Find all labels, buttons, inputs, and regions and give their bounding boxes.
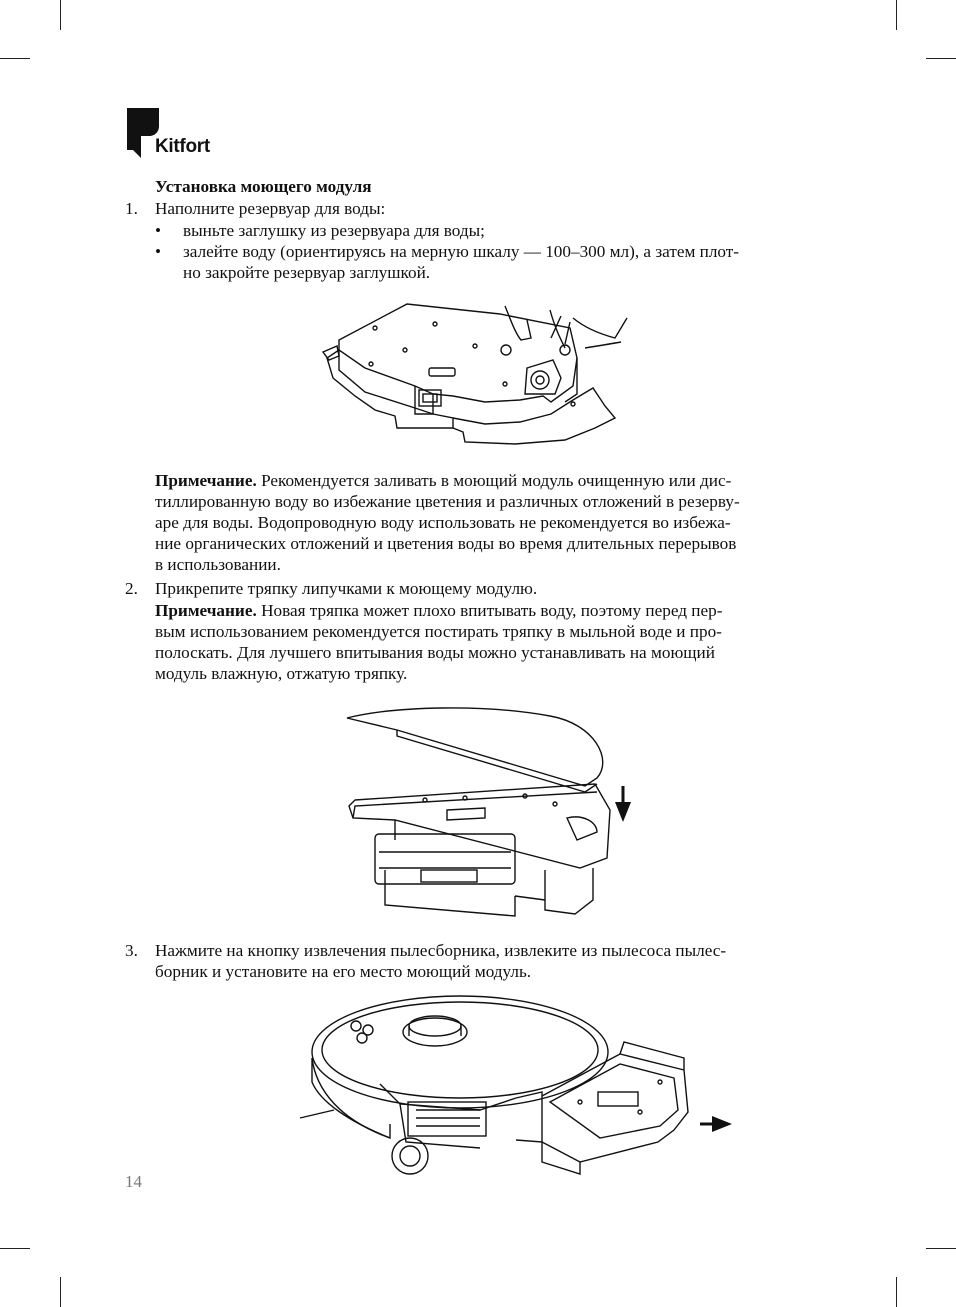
crop-mark (60, 1277, 61, 1307)
crop-mark (0, 58, 30, 59)
crop-mark (60, 0, 61, 30)
note-label: Примечание. (155, 471, 257, 490)
note-line: модуль влажную, отжатую тряпку. (155, 664, 408, 683)
step-text: Наполните резервуар для воды: (155, 199, 386, 218)
step-number: 1. (125, 199, 138, 218)
note-paragraph (155, 600, 830, 684)
bullet-text: но закройте резервуар заглушкой. (183, 263, 431, 282)
note-line: в использовании. (155, 555, 281, 574)
bullet-marker: • (155, 242, 162, 261)
crop-mark (926, 1248, 956, 1249)
section-title: Установка моющего модуля (155, 177, 372, 196)
note-line: полоскать. Для лучшего впитывания воды можно устанавливать на моющий (155, 643, 715, 662)
step-text (155, 940, 830, 982)
note-line: Рекомендуется заливать в моющий модуль очищенную или дис- (256, 471, 732, 490)
step-text: Прикрепите тряпку липучками к моющему модулю. (155, 579, 538, 598)
bullet-text: выньте заглушку из резервуара для воды; (183, 221, 485, 240)
note-label: Примечание. (155, 601, 257, 620)
note-line: Новая тряпка может плохо впитывать воду, поэтому перед пер- (256, 601, 723, 620)
note-line: тиллированную воду во избежание цветения и различных отложений в резерву- (155, 492, 740, 511)
page-number: 14 (125, 1172, 142, 1191)
figure-mop-cloth (335, 700, 645, 925)
note-line: вым использованием рекомендуется постирать тряпку в мыльной воде и про- (155, 622, 722, 641)
note-line: аре для воды. Водопроводную воду использовать не рекомендуется во избежа- (155, 513, 731, 532)
brand-name: Kitfort (155, 136, 210, 157)
bullet-marker: • (155, 221, 162, 240)
step-number: 2. (125, 579, 138, 598)
step-line: Нажмите на кнопку извлечения пылесборника, извлеките из пылесоса пылес- (155, 941, 727, 960)
step-number: 3. (125, 941, 138, 960)
figure-water-tank (315, 298, 645, 448)
step-line: борник и установите на его место моющий модуль. (155, 962, 532, 981)
crop-mark (926, 58, 956, 59)
crop-mark (896, 0, 897, 30)
crop-mark (0, 1248, 30, 1249)
crop-mark (896, 1277, 897, 1307)
note-line: ние органических отложений и цветения воды во время длительных перерывов (155, 534, 737, 553)
note-paragraph (155, 470, 830, 575)
bullet-text: залейте воду (ориентируясь на мерную шкалу — 100–300 мл), а затем плот- (183, 242, 740, 261)
figure-robot-install (280, 992, 740, 1182)
